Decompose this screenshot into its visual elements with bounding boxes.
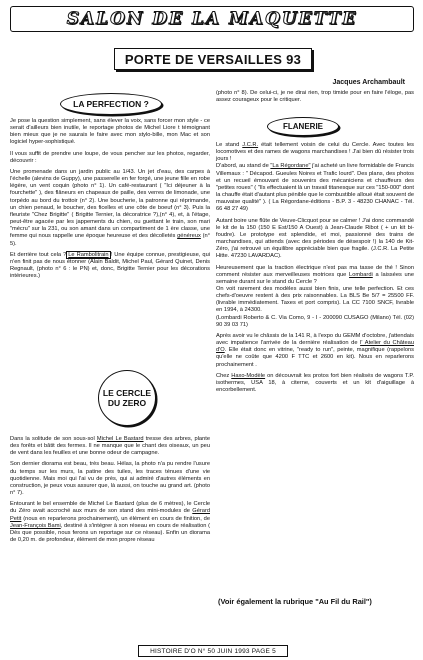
paragraph-text: Chez <box>216 372 230 379</box>
heading-cercle-line1: LE CERCLE <box>102 388 152 398</box>
link-atelier-du-chateau: l' Atelier du Château d'O <box>216 340 414 354</box>
paragraph-text: , destiné à s'intégrer à son réseau en cours de réalisation ( Dès que possible, nous ferons un reportage sur ce réseau). Enfin un diorama de 0,20 m. de profondeur, élément de mon propre réseau <box>10 522 211 544</box>
see-also-note: (Voir également la rubrique "Au Fil du Rail") <box>218 597 372 606</box>
paragraph <box>216 373 414 394</box>
author-name: Jacques Archambault <box>332 79 405 86</box>
paragraph <box>10 501 210 544</box>
paragraph: On voit rarement des modèles aussi bien finis, une telle perfection. Et ces chefs-d'oeuvre restent à des prix raisonnables. La BLS Be 5/7 = 25500 FF. (livrable immédiatement. Taxes et port compris). La CC 7100 SNCF, livrable en 1994, à 24300. <box>216 285 414 314</box>
paragraph-text: Et derrière tout cela ? <box>10 251 67 258</box>
paragraph-text: Heureusement que la traction électrique n'est pas ma tasse de thé ! Sinon comment résister aux merveilleuses motrices que <box>216 264 414 278</box>
paragraph-text: . Elle était donc en vitrine, "ready to run", peinte, magnifique (rappelons qu'elle ne coûte que 4200 F TTC et 2600 en kit). Nous en reparlerons prochainement . <box>216 347 414 368</box>
paragraph: (Lombardi Roberto & C. Via Como, 9 - I - 200090 CUSAGO (Milano) Tél. (02) 90 39 03 71) <box>216 314 414 328</box>
heading-cercle-du-zero <box>98 370 156 426</box>
paragraph: Autant boire une flûte de Veuve-Clicquot pour se calmer ! J'ai donc commandé le kit de la 150 (150 E Est/150 A Ouest) à Jean-Claude Ribot ( + un kit bi-foudre). Le prototype est splendide, et moi, passionné des trains de marchandises, qui attends (avec des périodes de désespoir !) la 140 de Kit-Zéro, j'ai retrouvé un équilibre appréciable bien que fragile. (J.C.R. La Petite Hitte. 47230 LAVARDAC). <box>216 217 414 260</box>
link-jcr: J.C.R. <box>242 142 259 148</box>
paragraph <box>216 142 414 163</box>
paragraph-text: ! Une équipe connue, prestigieuse, qui n'en finit pas de nous étonner (Alain Baldit, Michel Paul, Gérard Quinet, Denis Regnault, (photo n° 6 : le PN) et, donc, Brigitte Ternier pour les décorations intérieures.) <box>10 251 210 280</box>
right-column-main <box>216 142 414 398</box>
paragraph <box>216 333 414 369</box>
paragraph <box>10 436 210 457</box>
banner-title: SALON DE LA MAQUETTE <box>66 9 358 29</box>
paragraph: (photo n° 8). De celui-ci, je ne dirai rien, trop timide pour en faire l'éloge, pas assez courageux pour le critiquer. <box>216 90 414 104</box>
paragraph <box>216 265 414 286</box>
paragraph-text: (nous en reparlerons prochainement), un élément en cours de finition, de <box>23 515 210 522</box>
section-title: PORTE DE VERSAILLES 93 <box>114 48 312 70</box>
paragraph-text: Entourant le bel ensemble de Michel Le Bastard (plus de 6 mètres), le Cercle du Zéro avait accroché aux murs de son stand des mini-modules de <box>10 501 210 515</box>
link-genereux: généreux <box>177 233 201 240</box>
heading-cercle-line2: DU ZERO <box>107 398 147 408</box>
paragraph <box>10 169 210 248</box>
paragraph: Son dernier diorama est beau, très beau. Hélas, la photo n'a pu rendre l'usure du temps sur les murs, la patine des tuiles, les traces ténues d'une vie quotidienne. Mais moi qui l'ai vu de près, qui ai admiré d'autres éléments en construction, je peux vous assurer que, là aussi, on touche au grand art. (photo n° 7). <box>10 461 210 497</box>
link-la-regordane: "La Régordane" <box>270 163 311 170</box>
heading-flanerie: FLANERIE <box>267 117 339 136</box>
right-column-top <box>216 90 414 108</box>
page-footer: HISTOIRE D'O N° 50 JUIN 1993 PAGE 5 <box>138 645 288 657</box>
left-column-top <box>10 118 210 284</box>
link-rambolitrain: Le Rambolitrain <box>68 251 109 258</box>
magazine-banner <box>10 6 414 32</box>
paragraph-text: a laissées une semaine durant sur le stand du Cercle ? <box>216 271 414 285</box>
paragraph-text: était tellement voisin de celui du Cercle. Avec toutes les locomotives et des rames de wagons marchandises ! J'ai bien dû résister trois jours ! <box>216 142 414 163</box>
link-haxo-modele: Haxo-Modèle <box>231 372 266 379</box>
link-michel-le-bastard: Michel Le Bastard <box>96 436 144 442</box>
paragraph-text: Après avoir vu le châssis de la 141 R, à l'expo du GEMM d'octobre, j'attendais avec impatience l'arrivée de la dernière réalisation de <box>216 332 414 347</box>
paragraph-text: tresse des arbres, plante des forêts et bâtit des fermes. Il ne manque que le chant des oiseaux, un peu de vent dans les feuilles et une bonne odeur de campagne. <box>10 436 210 457</box>
paragraph-text: (n° 5). <box>10 233 210 247</box>
paragraph-text: j'ai acheté un livre formidable de Francis Villemaux : " Décapod. Gueules Noires et Trafic lourd". Des plans, des photos et un recueil émouvant de souvenirs des mécaniciens et chauffeurs des "petites roues" ( "Ils effectuaient là un travail titanesque sur ces "150-000" dont la chauffe était d'autant plus pénible que le combustible alloué était souvent de mauvaise qualité" ). ( La Régordane-éditions - B.P. 3 - 48230 CHANAC - Tél. 66 48 27 49) <box>216 163 414 213</box>
link-lombardi: Lombardi <box>349 271 373 278</box>
paragraph: Il vous suffit de prendre une loupe, de vous pencher sur les photos, regarder, découvrir : <box>10 150 210 164</box>
paragraph-text: on découvrait les protos fort bien réalisés de wagons T.P. isothermes, USA 18, à citerne, couverts et un kit d'aiguillage à encorbellement. <box>216 372 414 393</box>
link-gerard-petit: Gérard Petit <box>10 508 210 522</box>
paragraph-text: Dans la solitude de son sous-sol <box>10 436 95 442</box>
paragraph <box>216 163 414 213</box>
paragraph <box>10 252 210 281</box>
link-jean-francois-bami: Jean-François Bami <box>10 522 61 529</box>
heading-perfection: LA PERFECTION ? <box>60 93 162 115</box>
paragraph-text: D'abord, au stand de <box>216 163 269 170</box>
paragraph-text: Le stand <box>216 142 240 148</box>
left-column-bottom <box>10 436 210 548</box>
paragraph: Je pose la question simplement, sans élever la voix, sans forcer mon style - ce serait d'ailleurs bien inutile, le reportage photos de Michel Liore t témoignant bien mieux que je ne saurais le faire avec mon stylo-bille, mon Mac et son logiciel hyper-sophistiqué. <box>10 118 210 146</box>
paragraph-text: Une promenade dans un jardin public au 1/43. Un jet d'eau, des carpes à l'échelle (alevins de Guppy), une passerelle en fer forgé, une jeune fille en robe légère, un vent coquin (photo n° 1). Un café-restaurant ( "Ici déjeuner à la fourchette" ), des flâneurs en chapeaux de paille, des verres de limonade, une torpédo au bord du trottoir (n° 2). Une boucherie, la patronne qui réprimande, un chien penaud, le boucher, des ficelles et une côte de boeuf (n° 3). Puis la fleuriste "Chez Brigitte" ( Brigitte Ternier, la décoratrice ?),(n° 4), et, à l'étage, peut-être agacée par les jappements du chien, ou guettant le train, son mari "mécru" sur la 231, ou son amant dans un compartiment de 1 ère classe, une femme qui nous rappelle une époque heureuse et des décolletés <box>10 168 210 240</box>
